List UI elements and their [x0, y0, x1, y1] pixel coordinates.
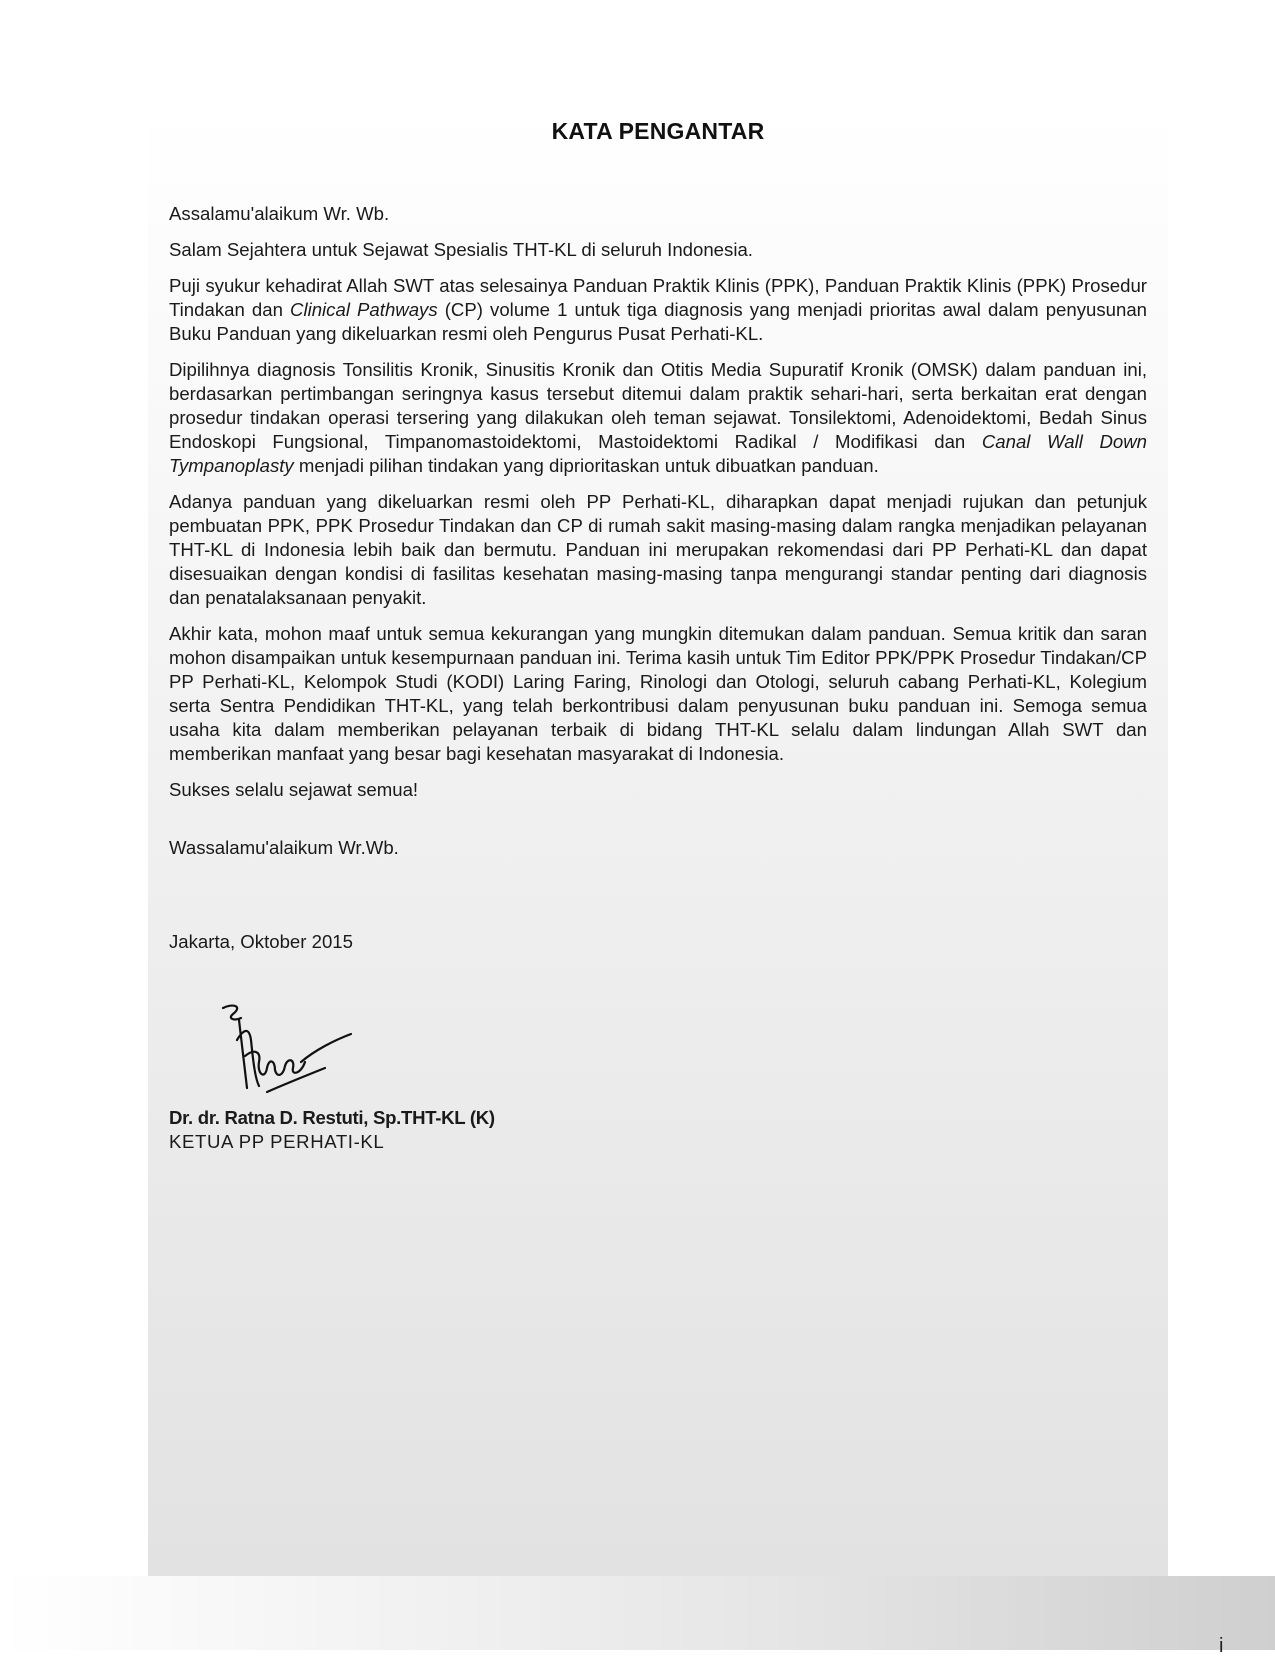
signer-block — [169, 1106, 495, 1154]
paragraph-4: Akhir kata, mohon maaf untuk semua kekurangan yang mungkin ditemukan dalam panduan. Semua kritik dan saran mohon disampaikan untuk kesempurnaan panduan ini. Terima kasih untuk Tim Editor PPK/PPK Prosedur Tindakan/CP PP Perhati-KL, Kelompok Studi (KODI) Laring Faring, Rinologi dan Otologi, seluruh cabang Perhati-KL, Kolegium serta Sentra Pendidikan THT-KL, yang telah berkontribusi dalam penyusunan buku panduan ini. Semoga semua usaha kita dalam memberikan pelayanan terbaik di bidang THT-KL selalu dalam lindungan Allah SWT dan memberikan manfaat yang besar bagi kesehatan masyarakat di Indonesia. — [169, 623, 1147, 764]
page-title: KATA PENGANTAR — [551, 118, 765, 144]
body-text — [169, 202, 1147, 954]
paragraph-1-italic: Clinical Pathways — [290, 299, 438, 320]
paragraph-2-part-b: menjadi pilihan tindakan yang diprioritaskan untuk dibuatkan panduan. — [293, 455, 879, 476]
paragraph-1-part-b: (CP) volume 1 untuk tiga diagnosis yang menjadi prioritas awal dalam penyusunan Buku Panduan yang dikeluarkan resmi oleh Pengurus Pusat Perhati-KL. — [169, 299, 1148, 344]
paragraph-2-italic: Canal Wall Down Tympanoplasty — [169, 431, 1147, 476]
farewell: Wassalamu'alaikum Wr.Wb. — [169, 837, 399, 858]
footer-band — [0, 1576, 1275, 1650]
greeting: Assalamu'alaikum Wr. Wb. — [169, 203, 390, 224]
paragraph-2-part-a: Dipilihnya diagnosis Tonsilitis Kronik, Sinusitis Kronik dan Otitis Media Supuratif Kronik (OMSK) dalam panduan ini, berdasarkan pertimbangan seringnya kasus tersebut ditemui dalam praktik sehari-hari, serta berkaitan erat dengan prosedur tindakan operasi tersering yang dilakukan oleh teman sejawat. Tonsilektomi, Adenoidektomi, Bedah Sinus Endoskopi Fungsional, Timpanomastoidektomi, Mastoidektomi Radikal / Modifikasi dan — [169, 359, 1147, 452]
paragraph-2 — [169, 358, 1147, 478]
paragraph-1 — [169, 274, 1147, 346]
salutation: Salam Sejahtera untuk Sejawat Spesialis THT-KL di seluruh Indonesia. — [169, 239, 753, 260]
signature-image — [215, 1000, 355, 1100]
paragraph-3: Adanya panduan yang dikeluarkan resmi oleh PP Perhati-KL, diharapkan dapat menjadi rujukan dan petunjuk pembuatan PPK, PPK Prosedur Tindakan dan CP di rumah sakit masing-masing dalam rangka menjadikan pelayanan THT-KL di Indonesia lebih baik dan bermutu. Panduan ini merupakan rekomendasi dari PP Perhati-KL dan dapat disesuaikan dengan kondisi di fasilitas kesehatan masing-masing tanpa mengurangi standar penting dari diagnosis dan penatalaksanaan penyakit. — [169, 491, 1147, 608]
signer-name: Dr. dr. Ratna D. Restuti, Sp.THT-KL (K) — [169, 1107, 495, 1128]
page-number: i — [1219, 1635, 1224, 1657]
paragraph-1-part-a: Puji syukur kehadirat Allah SWT atas selesainya Panduan Praktik Klinis (PPK), Panduan Praktik Klinis (PPK) Prosedur Tindakan dan — [169, 275, 1147, 320]
place-date: Jakarta, Oktober 2015 — [169, 931, 353, 952]
signer-role: KETUA PP PERHATI-KL — [169, 1131, 385, 1152]
closing-line: Sukses selalu sejawat semua! — [169, 779, 419, 800]
